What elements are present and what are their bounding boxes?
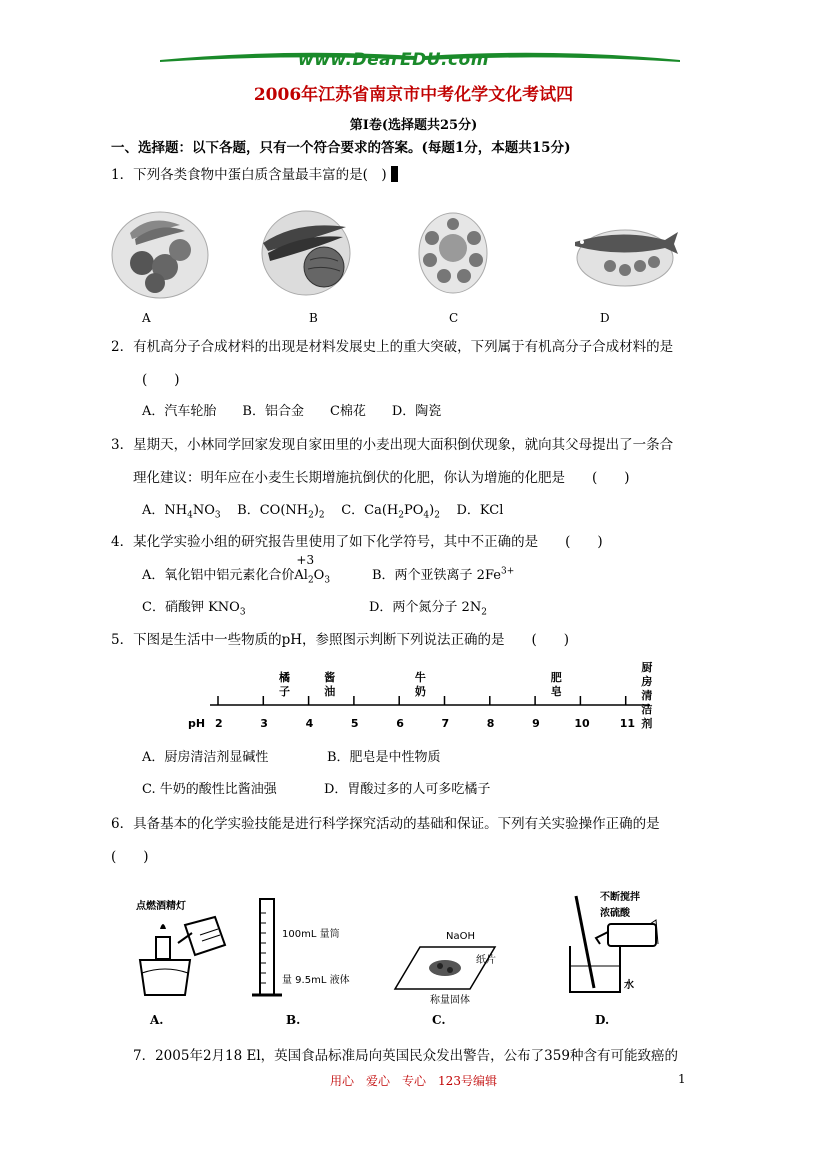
ph-item-4-char-0: 厨 [641,661,653,674]
question-5-option-c: C. 牛奶的酸性比酱油强 [142,782,277,797]
question-4-option-d: D．两个氮分子 $2N_2$ [369,600,487,618]
ph-item-2-char-1: 奶 [414,685,426,698]
ph-item-4-char-4: 剂 [641,717,653,730]
question-5-text: 5．下图是生活中一些物质的pH，参照图示判断下列说法正确的是 ( ) [111,632,570,648]
question-6-paren: ( ) [111,849,149,865]
question-2-paren: ( ) [142,372,180,388]
svg-text:点燃酒精灯: 点燃酒精灯 [136,901,186,912]
ph-tick-label-6: 6 [396,717,404,730]
page-title: 2006年江苏省南京市中考化学文化考试四 [253,85,574,105]
svg-text:量 9.5mL 液体: 量 9.5mL 液体 [282,975,350,986]
question-2-text: 2．有机高分子合成材料的出现是材料发展史上的重大突破，下列属于有机高分子合成材料的是 [111,339,674,355]
ph-item-4-char-2: 清 [641,689,653,702]
q1-label-c: C [449,311,459,325]
svg-text:水: 水 [624,980,634,991]
ph-scale-diagram [180,655,670,740]
question-3-options: A．$NH_4NO_3$ B．$CO(NH_2)_2$ C．$Ca(H_2PO_4)_2$ D．KCl [142,503,504,521]
footer-text: 用心 爱心 专心 123号编辑 [330,1074,497,1088]
page-number: 1 [678,1072,686,1086]
ph-tick-label-10: 10 [574,717,590,730]
ph-item-0-char-1: 子 [278,685,290,698]
svg-text:不断搅拌: 不断搅拌 [600,892,640,903]
ph-item-4-char-1: 房 [641,675,653,688]
lab-figure-a [130,895,230,1005]
question-6-text: 6．具备基本的化学实验技能是进行科学探究活动的基础和保证。下列有关实验操作正确的是 [111,816,660,832]
svg-text:100mL 量筒: 100mL 量筒 [282,929,340,940]
q1-label-b: B [309,311,318,325]
vegetable-plate-icon [258,205,358,297]
svg-text:NaOH: NaOH [446,931,475,942]
q6-label-d: D. [595,1013,610,1027]
question-3-text-2: 理化建议：明年应在小麦生长期增施抗倒伏的化肥，你认为增施的化肥是 ( ) [133,470,630,486]
ph-tick-label-3: 3 [260,717,268,730]
question-7-text: 7．2005年2月18 El，英国食品标准局向英国民众发出警告，公布了359种含有可能致癌的 [133,1048,678,1064]
section-heading: 一、选择题：以下各题，只有一个符合要求的答案。(每题1分，本题共15分) [111,140,571,156]
ph-tick-label-5: 5 [350,717,359,730]
question-4-option-a: A．氧化铝中铝元素化合价 +3 $Al_2O_3$ [142,553,331,586]
lab-figure-b [250,893,370,1005]
lab-figure-d [560,888,670,1003]
ph-tick-label-9: 9 [532,717,540,730]
question-5-option-b: B．肥皂是中性物质 [327,750,441,765]
site-logo-text[interactable]: www.DearEDU.com [298,50,489,70]
svg-text:称量固体: 称量固体 [430,995,470,1005]
fruit-plate-icon [110,205,210,300]
q6-label-c: C. [432,1013,446,1027]
ph-tick-label-11: 11 [619,717,636,730]
ph-item-4-char-3: 洁 [641,703,653,716]
question-4-text: 4．某化学实验小组的研究报告里使用了如下化学符号，其中不正确的是 ( ) [111,534,603,550]
question-5-option-a: A．厨房清洁剂显碱性 [142,750,269,765]
ph-item-0-char-0: 橘 [278,671,290,684]
fish-plate-icon [570,220,680,290]
svg-text:纸片: 纸片 [476,955,496,966]
question-1 [111,163,398,183]
ph-tick-label-4: 4 [305,717,314,730]
ph-axis-label: pH [188,717,206,730]
ph-item-3-char-1: 皂 [550,685,562,698]
question-3-text-1: 3．星期天，小林同学回家发现自家田里的小麦出现大面积倒伏现象，就向其父母提出了一条合 [111,437,674,453]
q6-label-b: B. [286,1013,301,1027]
rice-cakes-plate-icon [418,208,488,296]
ph-item-2-char-0: 牛 [414,671,426,684]
svg-text:浓硫酸: 浓硫酸 [600,908,630,919]
ph-item-1-char-1: 油 [324,685,336,698]
ph-item-3-char-0: 肥 [550,671,562,684]
ph-item-1-char-0: 酱 [324,671,336,684]
question-4-option-b: B．两个亚铁离子 $2Fe^{3+}$ [372,566,515,583]
q1-label-d: D [600,311,610,325]
question-2-options: A．汽车轮胎 B．铝合金 C棉花 D．陶瓷 [142,404,442,419]
q6-label-a: A. [150,1013,164,1027]
ph-tick-label-8: 8 [486,717,495,730]
part-heading: 第Ⅰ卷(选择题共25分) [349,118,478,133]
question-1-text: 1．下列各类食物中蛋白质含量最丰富的是( ) [111,167,387,183]
lab-figure-c [390,925,520,1005]
q1-label-a: A [142,311,151,325]
ph-tick-label-7: 7 [441,717,450,730]
question-4-option-c: C．硝酸钾 $KNO_3$ [142,600,246,618]
ph-tick-label-2: 2 [215,717,223,730]
text-cursor [391,166,398,182]
question-5-option-d: D．胃酸过多的人可多吃橘子 [324,782,491,797]
